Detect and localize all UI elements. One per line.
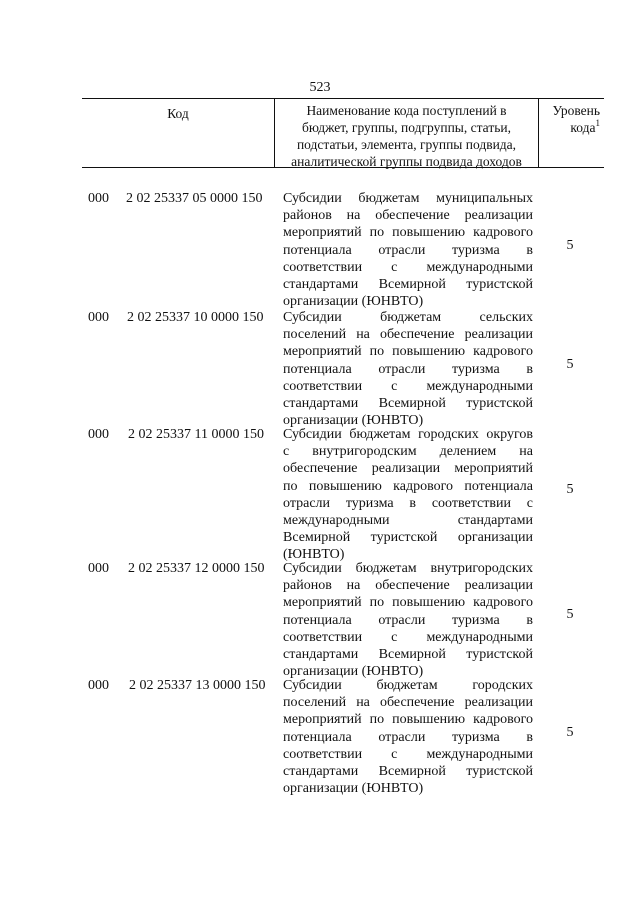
description-line: Субсидии бюджетам городских [283, 678, 533, 693]
header-name [275, 99, 539, 167]
description-line: соответствии с международными [283, 629, 533, 645]
row-admin-code: 000 [88, 561, 109, 576]
row-level: 5 [566, 238, 574, 253]
description-line: стандартами Всемирной туристской [283, 764, 533, 780]
description-line: с внутригородским делением на [283, 444, 533, 460]
description-line: организации (ЮНВТО) [283, 413, 424, 429]
description-line: мероприятий по повышению кадрового [283, 595, 533, 611]
header-name-line: бюджет, группы, подгруппы, статьи, [302, 120, 511, 135]
row-level: 5 [566, 725, 574, 740]
header-level-word: кода [570, 120, 596, 135]
description-line: соответствии с международными [283, 746, 533, 762]
description-line: мероприятий по повышению кадрового [283, 225, 533, 241]
description-line: поселений на обеспечение реализации [283, 327, 533, 343]
description-line: организации (ЮНВТО) [283, 781, 424, 797]
row-level: 5 [566, 607, 574, 622]
description-line: мероприятий по повышению кадрового [283, 344, 533, 360]
row-description [283, 426, 533, 564]
row-level: 5 [566, 482, 574, 497]
description-line: Всемирной туристской организации [283, 530, 533, 546]
description-line: организации (ЮНВТО) [283, 294, 424, 310]
header-code: Код [82, 99, 275, 167]
header-level-line2 [539, 119, 600, 136]
description-line: мероприятий по повышению кадрового [283, 712, 533, 728]
header-name-line: подстатьи, элемента, группы подвида, [296, 137, 517, 152]
description-line: соответствии с международными [283, 378, 533, 394]
description-line: потенциала отрасли туризма в [283, 242, 533, 258]
header-name-line: Наименование кода поступлений в [306, 103, 507, 118]
row-admin-code: 000 [88, 191, 109, 206]
header-level-line1: Уровень [552, 103, 600, 118]
description-line: организации (ЮНВТО) [283, 664, 424, 680]
description-line: стандартами Всемирной туристской [283, 277, 533, 293]
description-line: (ЮНВТО) [283, 547, 345, 563]
description-line: Субсидии бюджетам внутригородских [283, 561, 533, 576]
row-budget-code: 2 02 25337 11 0000 150 [128, 427, 264, 442]
row-budget-code: 2 02 25337 12 0000 150 [128, 561, 265, 576]
description-line: отрасли туризма в соответствии с [283, 495, 533, 511]
description-line: Субсидии бюджетам муниципальных [283, 191, 533, 206]
description-line: соответствии с международными [283, 259, 533, 275]
description-line: потенциала отрасли туризма в [283, 361, 533, 377]
row-admin-code: 000 [88, 678, 109, 693]
description-line: районов на обеспечение реализации [283, 578, 533, 594]
table-header [82, 98, 604, 168]
row-description [283, 677, 533, 797]
description-line: обеспечение реализации мероприятий [283, 461, 533, 477]
description-line: стандартами Всемирной туристской [283, 647, 533, 663]
description-line: потенциала отрасли туризма в [283, 612, 533, 628]
description-line: районов на обеспечение реализации [283, 208, 533, 224]
row-level: 5 [566, 357, 574, 372]
description-line: потенциала отрасли туризма в [283, 729, 533, 745]
description-line: Субсидии бюджетам сельских [283, 310, 533, 325]
description-line: по повышению кадрового потенциала [283, 478, 533, 494]
row-budget-code: 2 02 25337 10 0000 150 [127, 310, 264, 325]
description-line: поселений на обеспечение реализации [283, 695, 533, 711]
row-admin-code: 000 [88, 427, 109, 442]
row-budget-code: 2 02 25337 13 0000 150 [129, 678, 266, 693]
page-number: 523 [309, 80, 331, 95]
header-level [539, 99, 604, 167]
footnote-marker: 1 [595, 118, 600, 128]
description-line: стандартами Всемирной туристской [283, 396, 533, 412]
row-budget-code: 2 02 25337 05 0000 150 [126, 191, 263, 206]
header-name-line: аналитической группы подвида доходов [291, 154, 522, 169]
description-line: Субсидии бюджетам городских округов [283, 427, 533, 442]
row-description [283, 190, 533, 310]
row-description [283, 560, 533, 680]
description-line: международными стандартами [283, 513, 533, 529]
row-description [283, 309, 533, 429]
row-admin-code: 000 [88, 310, 109, 325]
